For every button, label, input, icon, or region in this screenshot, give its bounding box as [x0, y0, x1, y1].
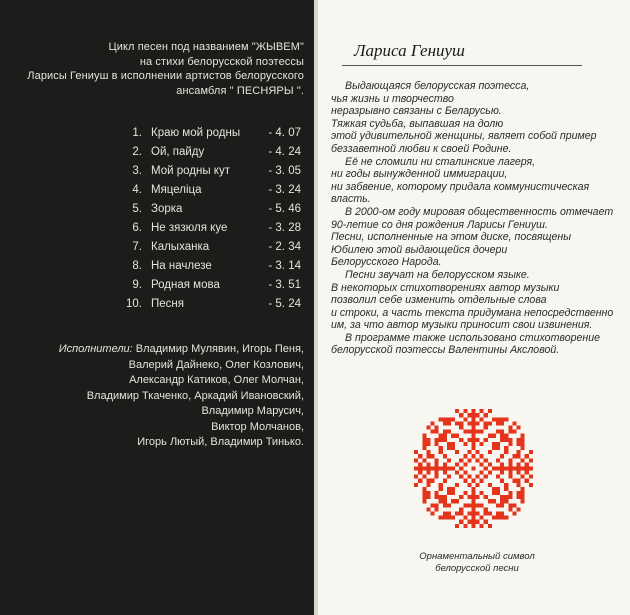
track-duration: - 5. 46: [268, 203, 301, 215]
essay-line: В некоторых стихотворениях автор музыки: [331, 281, 560, 294]
track-duration: - 5. 24: [268, 298, 301, 310]
intro-text: [27, 40, 304, 98]
performer-line: Владимир Мулявин, Игорь Пеня,: [135, 343, 304, 355]
track-title: Родная мова: [151, 279, 220, 291]
essay-line: Песни звучат на белорусском языке.: [345, 268, 530, 281]
essay-line: власть.: [331, 193, 371, 206]
track-number: 1.: [132, 127, 142, 139]
track-row: [126, 219, 301, 238]
performer-line: Валерий Дайнеко, Олег Козлович,: [128, 358, 304, 371]
track-number: 10.: [126, 298, 142, 310]
essay-line: 90-летие со дня рождения Ларисы Гениуш.: [331, 218, 548, 231]
essay-line: чья жизнь и творчество: [331, 92, 454, 105]
track-number: 3.: [132, 165, 142, 177]
intro-line: Цикл песен под названием "ЖЫВЕМ": [108, 41, 304, 53]
track-title: Ой, пайду: [151, 146, 205, 158]
essay-line: ни забвение, которому придала коммунистическая: [331, 180, 590, 193]
caption-line: Орнаментальный символ: [419, 551, 535, 562]
track-number: 4.: [132, 184, 142, 196]
track-title: Краю мой родны: [151, 127, 241, 139]
performer-line: Владимир Ткаченко, Аркадий Ивановский,: [86, 389, 304, 402]
performers-label: Исполнители:: [58, 343, 133, 355]
track-title: Мяцеліца: [151, 184, 202, 196]
page-title: Лариса Гениуш: [354, 41, 465, 60]
essay-line: ни годы вынужденной иммиграции,: [331, 168, 508, 181]
ornament-caption: [392, 551, 562, 575]
track-row: [126, 257, 301, 276]
essay-line: им, за что автор музыки приносит свои извинения.: [331, 319, 593, 332]
track-duration: - 4. 07: [268, 127, 301, 139]
track-list: [126, 124, 301, 314]
track-duration: - 4. 24: [268, 146, 301, 158]
essay-line: Юбилею этой выдающейся дочери: [331, 243, 508, 256]
essay-line: этой удивительной женщины, являет собой пример: [331, 130, 597, 143]
left-panel: [0, 0, 314, 615]
track-row: [126, 162, 301, 181]
track-number: 7.: [132, 241, 142, 253]
track-duration: - 3. 14: [268, 260, 301, 272]
track-title: Калыханка: [151, 241, 210, 253]
ornament-icon: [410, 405, 537, 532]
essay-line: В 2000-ом году мировая общественность отмечает: [345, 205, 614, 218]
track-title: Песня: [151, 298, 184, 310]
intro-line: ансамбля " ПЕСНЯРЫ ".: [176, 84, 304, 97]
caption-line: белорусской песни: [435, 563, 519, 574]
performer-line: Виктор Молчанов,: [211, 420, 304, 433]
essay-line: Белорусского Народа.: [331, 256, 442, 269]
track-row: [126, 200, 301, 219]
track-number: 6.: [132, 222, 142, 234]
track-number: 5.: [132, 203, 142, 215]
track-duration: - 2. 34: [268, 241, 301, 253]
essay-line: и строки, а часть текста придумана непосредственно: [331, 306, 614, 319]
performer-line: Игорь Лютый, Владимир Тинько.: [137, 436, 304, 448]
performers-block: [59, 342, 304, 451]
track-row: [126, 276, 301, 295]
track-row: [126, 181, 301, 200]
track-title: Не зязюля куе: [151, 222, 228, 234]
performer-line: Владимир Марусич,: [201, 405, 304, 417]
essay-line: В программе также использовано стихотворение: [345, 331, 600, 344]
track-duration: - 3. 51: [268, 279, 301, 291]
track-duration: - 3. 28: [268, 222, 301, 234]
essay-line: Песни, исполненные на этом диске, посвящены: [331, 231, 572, 244]
track-number: 8.: [132, 260, 142, 272]
track-duration: - 3. 05: [268, 165, 301, 177]
intro-line: на стихи белорусской поэтессы: [139, 55, 304, 68]
essay-line: позволил себе изменить отдельные слова: [331, 294, 547, 307]
essay-line: белорусской поэтессы Валентины Аксловой.: [331, 344, 560, 357]
essay-text: [331, 80, 623, 357]
track-title: Зорка: [151, 203, 183, 215]
track-duration: - 3. 24: [268, 184, 301, 196]
track-row: [126, 124, 301, 143]
track-title: На начлезе: [151, 260, 212, 272]
essay-line: беззаветной любви к своей Родине.: [331, 142, 512, 155]
essay-line: неразрывно связаны с Беларусью.: [331, 105, 502, 118]
track-row: [126, 238, 301, 257]
track-row: [126, 143, 301, 162]
performer-line: Александр Катиков, Олег Молчан,: [129, 374, 304, 386]
intro-line: Ларисы Гениуш в исполнении артистов белорусского: [27, 70, 304, 82]
essay-line: Её не сломили ни сталинские лагеря,: [345, 155, 536, 168]
track-number: 9.: [132, 279, 142, 291]
essay-line: Тяжкая судьба, выпавшая на долю: [331, 117, 504, 130]
essay-line: Выдающаяся белорусская поэтесса,: [345, 80, 530, 92]
track-row: [126, 295, 301, 314]
track-title: Мой родны кут: [151, 165, 230, 177]
track-number: 2.: [132, 146, 142, 158]
title-underline: [342, 65, 582, 66]
